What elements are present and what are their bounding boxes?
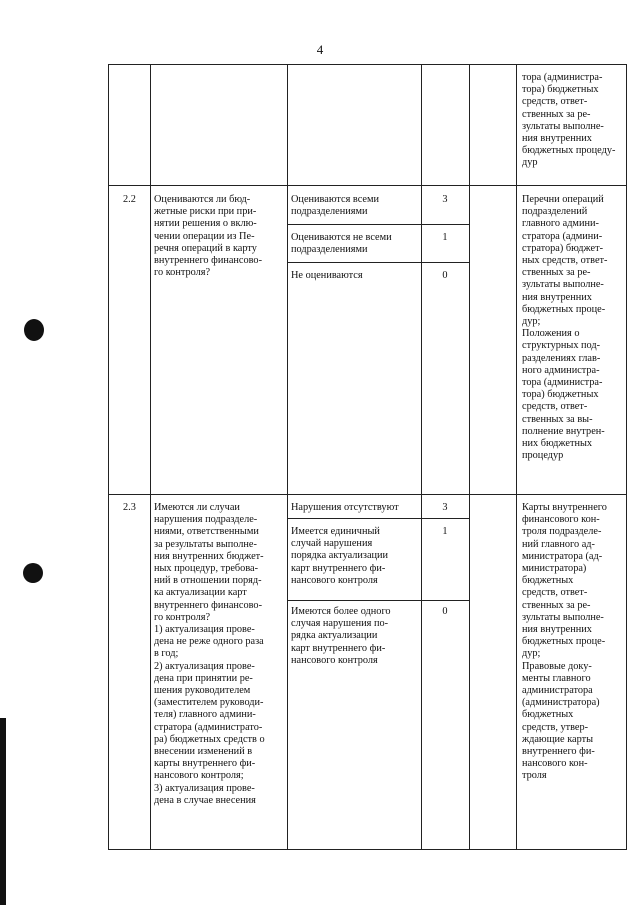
question-line: Оцениваются ли бюд- bbox=[154, 194, 251, 205]
grid-line bbox=[421, 64, 422, 850]
row-2-2-documents bbox=[522, 194, 622, 462]
doc-line: Положения о bbox=[522, 328, 580, 340]
doc-line: средств, ответ- bbox=[522, 587, 588, 599]
question-line: нансового контроля; bbox=[154, 770, 244, 782]
doc-line: ния внутренних bbox=[522, 624, 592, 636]
question-line: ния внутренних бюджет- bbox=[154, 550, 264, 562]
punch-hole-mark bbox=[23, 563, 43, 583]
doc-line: ного администра- bbox=[522, 364, 600, 376]
doc-line: менты главного bbox=[522, 672, 591, 684]
question-line: теля) главного админи- bbox=[154, 709, 256, 721]
question-line: 3) актуализация прове- bbox=[154, 782, 255, 794]
question-line: го контроля? bbox=[154, 611, 211, 623]
page-number: 4 bbox=[316, 42, 324, 57]
answer-line: подразделениями bbox=[291, 244, 368, 256]
doc-line: ственных за ре- bbox=[522, 267, 591, 279]
answer-line: карт внутреннего фи- bbox=[291, 642, 386, 654]
grid-line bbox=[287, 224, 470, 225]
doc-line: администратора bbox=[522, 685, 593, 697]
row-2-2-question bbox=[154, 194, 283, 279]
question-line: чении операции из Пе- bbox=[154, 230, 255, 242]
doc-line: ждающие карты bbox=[522, 733, 594, 745]
doc-line: стратора (админи- bbox=[522, 230, 603, 242]
doc-line: ния внутренних bbox=[522, 133, 592, 145]
row-2-3-documents bbox=[522, 502, 622, 783]
doc-line: зультаты выполне- bbox=[522, 120, 604, 132]
row-2-3-score-2: 1 bbox=[442, 526, 448, 537]
question-line: 2) актуализация прове- bbox=[154, 660, 255, 672]
doc-line: полнение внутрен- bbox=[522, 425, 605, 437]
doc-line: зультаты выполне- bbox=[522, 279, 604, 291]
doc-line: ных средств, ответ- bbox=[522, 255, 608, 267]
question-line: внесении изменений в bbox=[154, 746, 253, 758]
question-line: внутреннего финансово- bbox=[154, 255, 263, 267]
doc-line: дур bbox=[522, 157, 538, 169]
doc-line: ственных за ре- bbox=[522, 108, 591, 120]
doc-line: Перечни операций bbox=[522, 194, 604, 205]
grid-line bbox=[287, 262, 470, 263]
row-2-2-number: 2.2 bbox=[123, 194, 136, 205]
row-2-3-number: 2.3 bbox=[123, 502, 136, 513]
grid-line bbox=[150, 64, 151, 850]
doc-line: троля подразделе- bbox=[522, 526, 602, 538]
doc-line: нансового кон- bbox=[522, 758, 588, 770]
doc-line: бюджетных процеду- bbox=[522, 145, 616, 157]
answer-line: карт внутреннего фи- bbox=[291, 562, 386, 574]
question-line: речня операций в карту bbox=[154, 242, 257, 254]
row-2-2-answer-3 bbox=[291, 270, 417, 282]
question-line: жетные риски при при- bbox=[154, 206, 257, 218]
answer-line: случай нарушения bbox=[291, 538, 373, 550]
doc-line: тора) бюджетных bbox=[522, 389, 599, 401]
doc-line: Карты внутреннего bbox=[522, 502, 607, 513]
doc-line: ственных за ре- bbox=[522, 599, 591, 611]
row-2-2-score-2: 1 bbox=[442, 232, 448, 243]
row-2-3-score-1: 3 bbox=[442, 502, 448, 513]
grid-line bbox=[108, 64, 627, 65]
scan-edge-bar bbox=[0, 718, 6, 905]
doc-line: троля bbox=[522, 770, 547, 782]
question-line: (заместителем руководи- bbox=[154, 697, 264, 709]
question-line: ниями, ответственными bbox=[154, 526, 259, 538]
question-line: за результаты выполне- bbox=[154, 538, 257, 550]
doc-line: тора (администра- bbox=[522, 72, 603, 83]
doc-line: бюджетных проце- bbox=[522, 303, 606, 315]
row-2-3-answer-1 bbox=[291, 502, 417, 514]
question-line: дена при принятии ре- bbox=[154, 672, 253, 684]
doc-line: дур; bbox=[522, 648, 541, 660]
answer-line: подразделениями bbox=[291, 206, 368, 218]
top-doc-cell bbox=[522, 72, 622, 170]
answer-line: нансового контроля bbox=[291, 574, 378, 586]
doc-line: средств, утвер- bbox=[522, 721, 589, 733]
doc-line: министратора) bbox=[522, 563, 587, 575]
grid-line bbox=[626, 64, 627, 850]
answer-line: порядка актуализации bbox=[291, 550, 389, 562]
doc-line: финансового кон- bbox=[522, 514, 600, 526]
question-line: ка актуализации карт bbox=[154, 587, 247, 599]
answer-line: Оцениваются не всеми bbox=[291, 232, 392, 243]
question-line: 1) актуализация прове- bbox=[154, 624, 255, 636]
doc-line: бюджетных bbox=[522, 575, 574, 587]
doc-line: ственных за вы- bbox=[522, 413, 593, 425]
doc-line: бюджетных проце- bbox=[522, 636, 606, 648]
question-line: дена в случае внесения bbox=[154, 794, 256, 806]
grid-line bbox=[108, 64, 109, 850]
grid-line bbox=[287, 600, 470, 601]
doc-line: главного админи- bbox=[522, 218, 599, 230]
answer-line: Оцениваются всеми bbox=[291, 194, 379, 205]
grid-line bbox=[108, 185, 627, 186]
row-2-2-score-1: 3 bbox=[442, 194, 448, 205]
row-2-2-answer-1 bbox=[291, 194, 417, 218]
answer-line: рядка актуализации bbox=[291, 630, 378, 642]
question-line: ний в отношении поряд- bbox=[154, 575, 262, 587]
doc-line: ний главного ад- bbox=[522, 538, 595, 550]
grid-line bbox=[108, 494, 627, 495]
grid-line bbox=[287, 518, 470, 519]
grid-line bbox=[108, 849, 627, 850]
doc-line: Правовые доку- bbox=[522, 660, 592, 672]
question-line: стратора (администрато- bbox=[154, 721, 263, 733]
doc-line: зультаты выполне- bbox=[522, 611, 604, 623]
doc-line: ния внутренних bbox=[522, 291, 592, 303]
doc-line: министратора (ад- bbox=[522, 550, 603, 562]
row-2-3-question bbox=[154, 502, 283, 807]
doc-line: (администратора) bbox=[522, 697, 600, 709]
question-line: шения руководителем bbox=[154, 685, 251, 697]
row-2-3-answer-3 bbox=[291, 606, 417, 667]
doc-line: стратора) бюджет- bbox=[522, 242, 604, 254]
doc-line: тора (администра- bbox=[522, 377, 603, 389]
grid-line bbox=[469, 64, 470, 850]
row-2-2-score-3: 0 bbox=[442, 270, 448, 281]
doc-line: них бюджетных bbox=[522, 438, 593, 450]
question-line: в год; bbox=[154, 648, 179, 660]
question-line: ра) бюджетных средств о bbox=[154, 733, 265, 745]
doc-line: тора) бюджетных bbox=[522, 84, 599, 96]
doc-line: подразделений bbox=[522, 206, 588, 218]
doc-line: процедур bbox=[522, 450, 564, 462]
question-line: внутреннего финансово- bbox=[154, 599, 263, 611]
doc-line: средств, ответ- bbox=[522, 401, 588, 413]
question-line: карты внутреннего фи- bbox=[154, 758, 256, 770]
answer-line: нансового контроля bbox=[291, 654, 378, 666]
question-line: нятии решения о вклю- bbox=[154, 218, 257, 230]
doc-line: бюджетных bbox=[522, 709, 574, 721]
answer-line: Нарушения отсутствуют bbox=[291, 502, 399, 513]
doc-line: внутреннего фи- bbox=[522, 746, 595, 758]
question-line: дена не реже одного раза bbox=[154, 636, 264, 648]
grid-line bbox=[516, 64, 517, 850]
doc-line: средств, ответ- bbox=[522, 96, 588, 108]
punch-hole-mark bbox=[24, 319, 44, 341]
question-line: ных процедур, требова- bbox=[154, 563, 259, 575]
row-2-3-answer-2 bbox=[291, 526, 417, 587]
question-line: го контроля? bbox=[154, 267, 211, 279]
doc-line: структурных под- bbox=[522, 340, 601, 352]
answer-line: случая нарушения по- bbox=[291, 618, 389, 630]
row-2-2-answer-2 bbox=[291, 232, 417, 256]
answer-line: Имеются более одного bbox=[291, 606, 391, 617]
doc-line: разделениях глав- bbox=[522, 352, 601, 364]
question-line: нарушения подразделе- bbox=[154, 514, 258, 526]
doc-line: дур; bbox=[522, 316, 541, 328]
answer-line: Имеется единичный bbox=[291, 526, 380, 537]
row-2-3-score-3: 0 bbox=[442, 606, 448, 617]
grid-line bbox=[287, 64, 288, 850]
answer-line: Не оцениваются bbox=[291, 270, 363, 281]
question-line: Имеются ли случаи bbox=[154, 502, 240, 513]
